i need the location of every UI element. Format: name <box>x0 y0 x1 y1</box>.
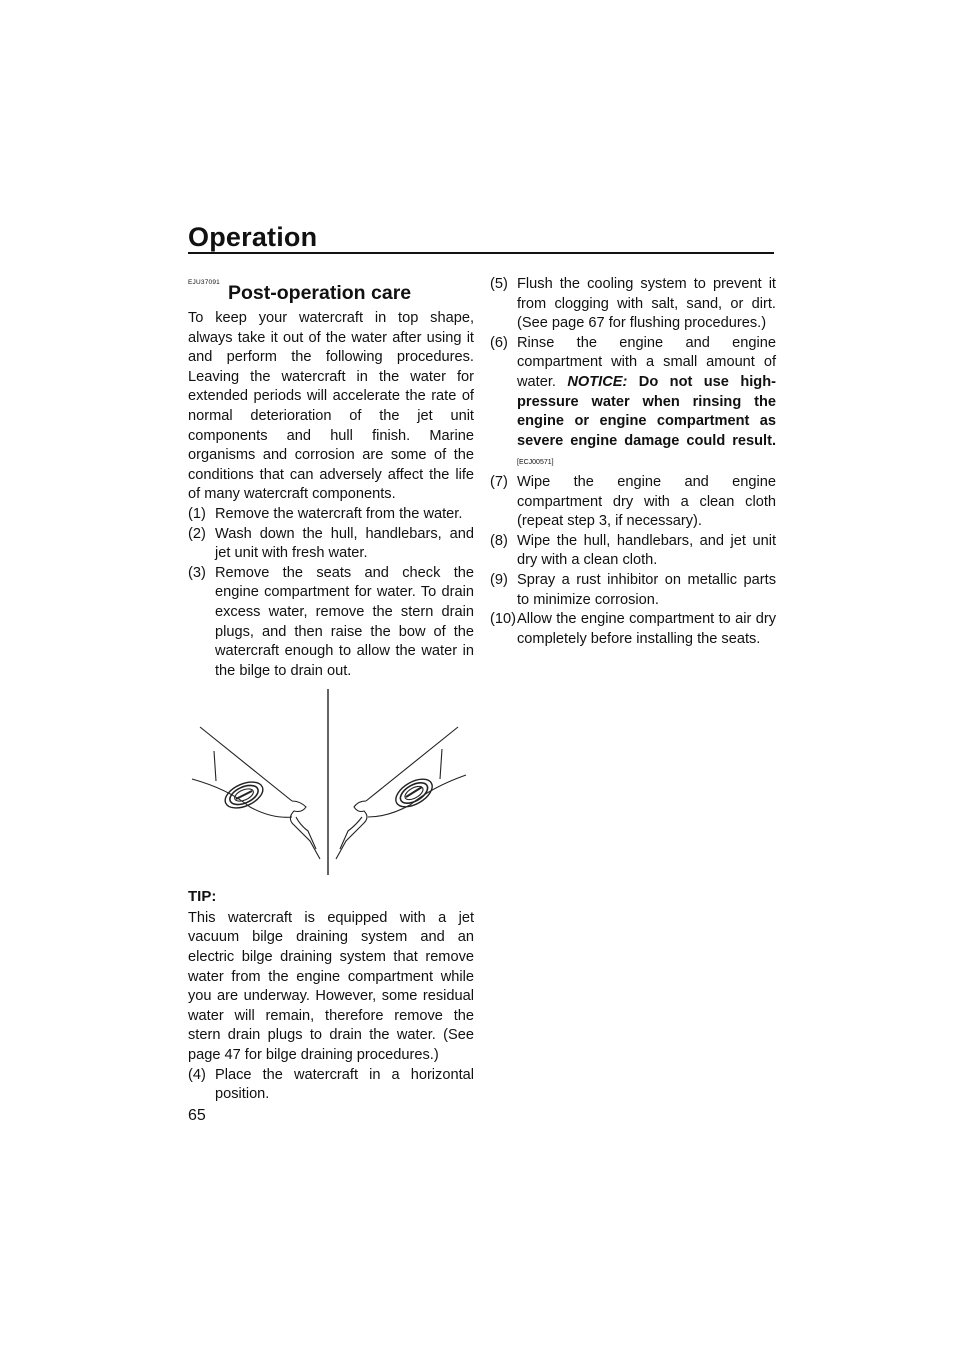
step-text: Wipe the hull, handlebars, and jet unit dry with a clean cloth. <box>517 532 776 569</box>
tip-text: This watercraft is equipped with a jet vacuum bilge draining system and an electric bilge draining system that remove water from the engine compartment while you are underway. However, some residual water will remain, therefore remove the stern drain plugs to drain the water. (See page 47 for bilge draining procedures.) <box>188 909 474 1064</box>
notice-code: [ECJ00571] <box>517 459 554 467</box>
step-text: Wipe the engine and engine compartment dry with a clean cloth (repeat step 3, if necessary). <box>517 473 776 530</box>
step-2 <box>188 525 474 564</box>
step-text: Remove the seats and check the engine compartment for water. To drain excess water, remove the stern drain plugs, and then raise the bow of the watercraft enough to allow the water in the bilge to drain out. <box>215 564 474 679</box>
step-number: (10) <box>490 611 516 628</box>
step-number: (2) <box>188 525 206 542</box>
step-text: Place the watercraft in a horizontal position. <box>215 1066 474 1103</box>
step-7 <box>490 473 776 532</box>
page-header <box>188 222 317 253</box>
step-number: (6) <box>490 334 508 351</box>
step-number: (5) <box>490 276 508 292</box>
step-text: Spray a rust inhibitor on metallic parts to minimize corrosion. <box>517 571 776 608</box>
step-10 <box>490 610 776 649</box>
step-5 <box>490 275 776 334</box>
intro-paragraph: To keep your watercraft in top shape, always take it out of the water after using it and perform the following procedures. Leaving the watercraft in the water for extended periods will accelerate the rate of normal deterioration of the jet unit components and hull finish. Marine organisms and corrosion are some of the conditions that can adversely affect the life of many watercraft components. <box>188 310 474 503</box>
step-text-with-notice <box>517 334 776 473</box>
step-text: Allow the engine compartment to air dry completely before installing the seats. <box>517 611 776 647</box>
step-text: Remove the watercraft from the water. <box>215 505 463 522</box>
notice-label: NOTICE: <box>567 373 628 390</box>
step-number: (4) <box>188 1066 206 1083</box>
step-8 <box>490 532 776 571</box>
section-ref-code: EJU37091 <box>188 279 220 286</box>
page-title: Operation <box>188 222 318 252</box>
step-number: (8) <box>490 532 508 549</box>
left-column <box>188 273 474 1105</box>
step-text: Flush the cooling system to prevent it from clogging with salt, sand, or dirt. (See page 67 for flushing procedures.) <box>517 276 776 332</box>
step-3 <box>188 564 474 682</box>
step-9 <box>490 571 776 610</box>
step-text: Rinse the engine and engine compartment with a small amount of water. <box>517 334 776 390</box>
step-text: Wash down the hull, handlebars, and jet unit with fresh water. <box>215 525 474 562</box>
section-title: Post-operation care <box>228 282 412 304</box>
step-number: (7) <box>490 473 508 490</box>
tip-label: TIP: <box>188 888 217 906</box>
step-number: (3) <box>188 564 206 581</box>
notice-text: Do not use high-pressure water when rinsing the engine or engine compartment as severe engine damage could result. <box>517 373 776 449</box>
page-number: 65 <box>188 1107 206 1124</box>
step-number: (9) <box>490 571 508 588</box>
step-number: (1) <box>188 505 206 522</box>
stern-drain-plugs-illustration <box>188 689 474 875</box>
step-4 <box>188 1066 474 1105</box>
step-1 <box>188 505 474 525</box>
step-6 <box>490 334 776 473</box>
header-rule <box>188 252 774 254</box>
right-column <box>490 275 776 649</box>
